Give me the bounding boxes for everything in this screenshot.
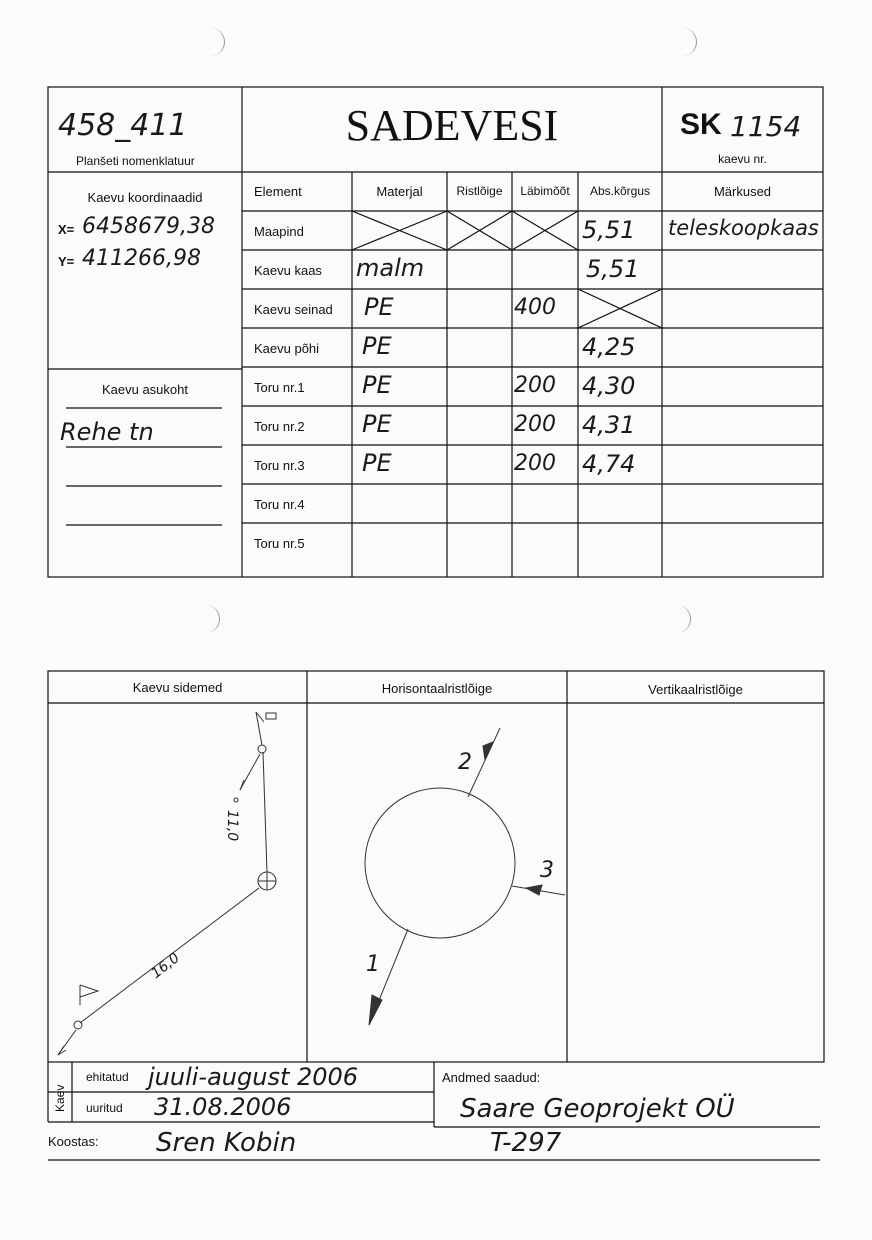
row-element-label: Toru nr.3 [254, 458, 305, 473]
row-element-label: Kaevu kaas [254, 263, 322, 278]
connection-sketch [58, 712, 276, 1055]
compiled-label: Koostas: [48, 1134, 99, 1149]
pipe-1-label: 1 [366, 952, 380, 977]
cell-materjal: malm [356, 254, 425, 282]
data-source-value: Saare Geoprojekt OÜ [460, 1094, 735, 1124]
cell-abs: 5,51 [586, 255, 640, 283]
compiled-value: Sren Kobin [156, 1128, 297, 1158]
row-element-label: Toru nr.2 [254, 419, 305, 434]
location-value: Rehe tn [60, 418, 154, 446]
well-number-label: kaevu nr. [718, 152, 767, 166]
built-value: juuli-august 2006 [148, 1063, 359, 1091]
well-number-prefix: SK [680, 108, 722, 141]
x-prefix: X= [58, 222, 75, 237]
cell-markused: teleskoopkaas [668, 216, 819, 240]
column-header-abs: Abs.kõrgus [589, 184, 651, 198]
coordinates-label: Kaevu koordinaadid [87, 190, 203, 205]
horizontal-section-header: Horisontaalristlõige [381, 681, 493, 696]
y-prefix: Y= [58, 254, 75, 269]
code-value: T-297 [490, 1128, 562, 1158]
row-element-label: Maapind [254, 224, 304, 239]
cell-abs: 5,51 [582, 216, 636, 244]
surveyed-value: 31.08.2006 [154, 1093, 292, 1121]
connections-header: Kaevu sidemed [132, 680, 223, 695]
cell-materjal: PE [364, 293, 394, 321]
cell-materjal: PE [362, 410, 392, 438]
nomenclature-label: Planšeti nomenklatuur [76, 154, 195, 168]
column-header-element: Element [254, 184, 302, 199]
column-header-ristloige: Ristlõige [456, 184, 503, 198]
built-label: ehitatud [86, 1070, 129, 1084]
cell-abs: 4,30 [582, 372, 636, 400]
cell-labimoot: 200 [514, 373, 556, 398]
y-coordinate-value: 411266,98 [82, 246, 201, 271]
page-title: SADEVESI [345, 101, 559, 150]
column-header-labimoot: Läbimõõt [520, 184, 570, 198]
well-number-value: 1154 [730, 110, 802, 143]
cell-abs: 4,25 [582, 333, 636, 361]
column-header-materjal: Materjal [376, 184, 423, 199]
row-element-label: Kaevu seinad [254, 302, 333, 317]
column-header-markused: Märkused [713, 184, 772, 199]
cell-labimoot: 200 [514, 451, 556, 476]
pipe-2-label: 2 [458, 750, 472, 775]
surveyed-label: uuritud [86, 1101, 123, 1115]
cell-abs: 4,74 [582, 450, 636, 478]
data-source-label: Andmed saadud: [442, 1070, 541, 1085]
row-element-label: Toru nr.5 [254, 536, 305, 551]
x-coordinate-value: 6458679,38 [82, 214, 215, 239]
cell-materjal: PE [362, 371, 392, 399]
row-element-label: Toru nr.4 [254, 497, 305, 512]
row-element-label: Toru nr.1 [254, 380, 305, 395]
distance-diagonal-label: 16,0 [148, 950, 183, 982]
cell-labimoot: 200 [514, 412, 556, 437]
cell-materjal: PE [362, 449, 392, 477]
cell-materjal: PE [362, 332, 392, 360]
row-element-label: Kaevu põhi [254, 341, 320, 356]
pipe-3-label: 3 [540, 858, 554, 883]
vertical-section-header: Vertikaalristlõige [648, 682, 743, 697]
nomenclature-value: 458_411 [58, 108, 188, 143]
cell-labimoot: 400 [514, 295, 556, 320]
cell-abs: 4,31 [582, 411, 636, 439]
kaev-label: Kaev [53, 1084, 67, 1112]
distance-top-label: 11,0 [224, 810, 240, 842]
location-label: Kaevu asukoht [101, 382, 188, 397]
